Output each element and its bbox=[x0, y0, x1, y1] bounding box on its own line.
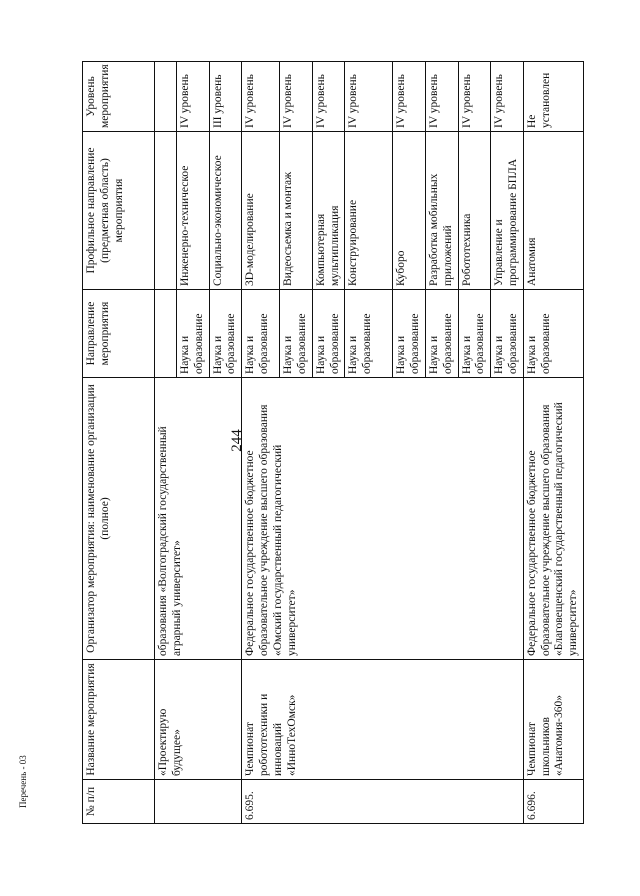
table-header-row bbox=[83, 62, 155, 824]
cell-direction: Наука и образование bbox=[458, 290, 491, 378]
page-footer: Перечень - 03 bbox=[18, 755, 28, 808]
table-row bbox=[242, 62, 280, 824]
cell-direction: Наука и образование bbox=[312, 290, 345, 378]
cell-level: IV уровень bbox=[458, 62, 491, 132]
header-organizer: Организатор мероприятия: наименование организации (полное) bbox=[83, 378, 155, 660]
cell-num: 6.696. bbox=[523, 780, 583, 824]
cell-direction: Наука и образование bbox=[242, 290, 280, 378]
cell-event: «Проектирую будущее» bbox=[155, 660, 242, 780]
cell-direction: Наука и образование bbox=[491, 290, 524, 378]
cell-direction: Наука и образование bbox=[177, 290, 210, 378]
cell-num bbox=[155, 780, 242, 824]
cell-direction: Наука и образование bbox=[209, 290, 242, 378]
cell-organizer: Федеральное государственное бюджетное образовательное учреждение высшего образования «Омский государственный педагогический университет» bbox=[242, 378, 524, 660]
cell-direction: Наука и образование bbox=[393, 290, 426, 378]
cell-level: IV уровень bbox=[345, 62, 393, 132]
page-number: 244 bbox=[228, 429, 245, 452]
cell-direction: Наука и образование bbox=[425, 290, 458, 378]
table-row bbox=[155, 62, 177, 824]
cell-organizer: Федеральное государственное бюджетное образовательное учреждение высшего образования «Благовещенский государственный педагогический университет» bbox=[523, 378, 583, 660]
cell-event: Чемпионат школьников «Анатомия-360» bbox=[523, 660, 583, 780]
cell-level: Не установлен bbox=[523, 62, 583, 132]
document-table-container bbox=[82, 62, 580, 824]
cell-profile: Компьютерная мультипликация bbox=[312, 132, 345, 290]
cell-profile: Инженерно-техническое bbox=[177, 132, 210, 290]
header-event: Название мероприятия bbox=[83, 660, 155, 780]
cell-level: IV уровень bbox=[425, 62, 458, 132]
cell-profile: Анатомия bbox=[523, 132, 583, 290]
cell-level: IV уровень bbox=[242, 62, 280, 132]
cell-profile: Социально-экономическое bbox=[209, 132, 242, 290]
cell-profile: Управление и программирование БПЛА bbox=[491, 132, 524, 290]
header-profile: Профильное направление (предметная область) мероприятия bbox=[83, 132, 155, 290]
cell-direction bbox=[155, 290, 177, 378]
header-direction: Направление мероприятия bbox=[83, 290, 155, 378]
cell-num: 6.695. bbox=[242, 780, 524, 824]
cell-level: IV уровень bbox=[177, 62, 210, 132]
cell-profile: Разработка мобильных приложений bbox=[425, 132, 458, 290]
cell-profile: Робототехника bbox=[458, 132, 491, 290]
rotated-page bbox=[82, 62, 580, 824]
cell-profile: Конструирование bbox=[345, 132, 393, 290]
cell-level: IV уровень bbox=[312, 62, 345, 132]
cell-level: IV уровень bbox=[491, 62, 524, 132]
cell-direction: Наука и образование bbox=[345, 290, 393, 378]
header-level: Уровень мероприятия bbox=[83, 62, 155, 132]
cell-profile: 3D-моделирование bbox=[242, 132, 280, 290]
cell-profile: Видеосъемка и монтаж bbox=[280, 132, 313, 290]
cell-level bbox=[155, 62, 177, 132]
cell-profile: Куборо bbox=[393, 132, 426, 290]
cell-organizer: образования «Волгоградский государственный аграрный университет» bbox=[155, 378, 242, 660]
cell-direction: Наука и образование bbox=[523, 290, 583, 378]
cell-level: III уровень bbox=[209, 62, 242, 132]
cell-level: IV уровень bbox=[280, 62, 313, 132]
table-row bbox=[523, 62, 583, 824]
cell-event: Чемпионат робототехники и инноваций «ИнноТехОмск» bbox=[242, 660, 524, 780]
cell-direction: Наука и образование bbox=[280, 290, 313, 378]
events-table bbox=[82, 61, 584, 824]
cell-profile bbox=[155, 132, 177, 290]
cell-level: IV уровень bbox=[393, 62, 426, 132]
header-num: № п/п bbox=[83, 780, 155, 824]
